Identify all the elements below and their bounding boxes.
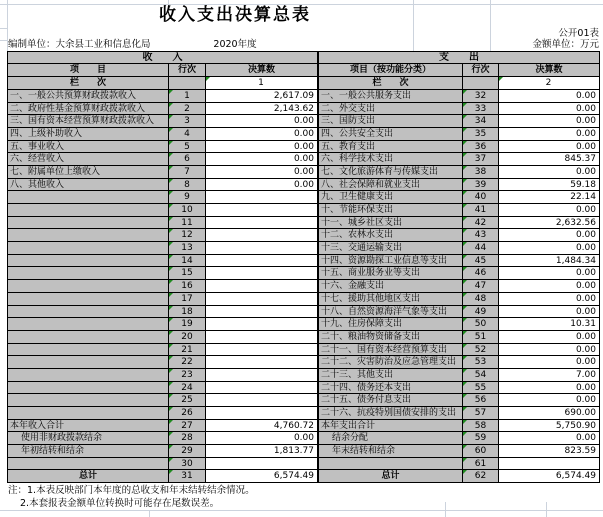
income-value-cell[interactable] bbox=[206, 229, 319, 242]
error-triangle-icon bbox=[463, 90, 467, 94]
income-item-cell[interactable] bbox=[8, 369, 169, 382]
income-item-cell[interactable] bbox=[8, 407, 169, 420]
expense-item-cell[interactable]: 二十一、国有资本经营预算支出 bbox=[319, 344, 463, 357]
error-triangle-icon bbox=[169, 280, 173, 284]
expense-line-cell[interactable]: 40 bbox=[463, 191, 499, 204]
expense-value-cell[interactable] bbox=[499, 458, 600, 471]
expense-line-cell[interactable]: 50 bbox=[463, 318, 499, 331]
error-triangle-icon bbox=[169, 267, 173, 271]
error-triangle-icon bbox=[463, 267, 467, 271]
error-triangle-icon bbox=[169, 115, 173, 119]
expense-value-cell[interactable]: 823.59 bbox=[499, 445, 600, 458]
income-line-cell[interactable]: 5 bbox=[169, 141, 206, 154]
income-line-header[interactable]: 行次 bbox=[169, 64, 206, 77]
expense-item-cell[interactable]: 二十六、抗疫特别国债安排的支出 bbox=[319, 407, 463, 420]
gridline bbox=[149, 510, 150, 517]
income-item-cell[interactable]: 本年收入合计 bbox=[8, 420, 169, 433]
expense-item-cell[interactable]: 六、科学技术支出 bbox=[319, 153, 463, 166]
error-triangle-icon bbox=[463, 280, 467, 284]
expense-line-cell[interactable]: 48 bbox=[463, 293, 499, 306]
income-value-cell[interactable]: 0.00 bbox=[206, 153, 319, 166]
income-line-cell[interactable]: 13 bbox=[169, 242, 206, 255]
expense-item-cell[interactable]: 十、节能环保支出 bbox=[319, 204, 463, 217]
expense-line-cell[interactable]: 61 bbox=[463, 458, 499, 471]
error-triangle-icon bbox=[169, 90, 173, 94]
expense-value-cell[interactable]: 5,750.90 bbox=[499, 420, 600, 433]
income-item-cell[interactable]: 使用非财政拨款结余 bbox=[8, 432, 169, 445]
income-line-cell[interactable]: 7 bbox=[169, 166, 206, 179]
income-line-cell[interactable]: 22 bbox=[169, 356, 206, 369]
expense-line-cell[interactable]: 49 bbox=[463, 306, 499, 319]
income-value-cell[interactable]: 4,760.72 bbox=[206, 420, 319, 433]
income-value-cell[interactable] bbox=[206, 242, 319, 255]
expense-item-cell[interactable]: 总计 bbox=[319, 470, 463, 483]
income-line-cell[interactable]: 29 bbox=[169, 445, 206, 458]
error-triangle-icon bbox=[169, 204, 173, 208]
income-column-number[interactable] bbox=[206, 77, 319, 90]
expense-line-cell[interactable]: 62 bbox=[463, 470, 499, 483]
error-triangle-icon bbox=[169, 242, 173, 246]
expense-item-cell[interactable]: 十六、金融支出 bbox=[319, 280, 463, 293]
error-triangle-icon bbox=[169, 369, 173, 373]
error-triangle-icon bbox=[463, 153, 467, 157]
expense-value-cell[interactable]: 0.00 bbox=[499, 344, 600, 357]
income-value-cell[interactable] bbox=[206, 191, 319, 204]
income-value-cell[interactable] bbox=[206, 407, 319, 420]
expense-line-cell[interactable]: 59 bbox=[463, 432, 499, 445]
income-item-cell[interactable] bbox=[8, 255, 169, 268]
expense-item-cell[interactable]: 二十五、债务付息支出 bbox=[319, 394, 463, 407]
income-value-cell[interactable] bbox=[206, 280, 319, 293]
error-triangle-icon bbox=[169, 331, 173, 335]
column-number-text: 2 bbox=[545, 78, 552, 88]
error-triangle-icon bbox=[463, 255, 467, 259]
expense-value-cell[interactable]: 0.00 bbox=[499, 229, 600, 242]
gridline bbox=[0, 40, 7, 41]
expense-value-cell[interactable]: 59.18 bbox=[499, 179, 600, 192]
expense-value-cell[interactable]: 0.00 bbox=[499, 166, 600, 179]
error-triangle-icon bbox=[463, 331, 467, 335]
table-code: 公开01表 bbox=[558, 28, 599, 39]
income-line-cell[interactable]: 28 bbox=[169, 432, 206, 445]
expense-item-cell[interactable]: 一、一般公共服务支出 bbox=[319, 90, 463, 103]
error-triangle-icon bbox=[169, 293, 173, 297]
income-item-cell[interactable] bbox=[8, 318, 169, 331]
error-triangle-icon bbox=[169, 394, 173, 398]
error-triangle-icon bbox=[169, 407, 173, 411]
gridline bbox=[546, 502, 547, 517]
expense-item-cell[interactable]: 本年支出合计 bbox=[319, 420, 463, 433]
error-triangle-icon bbox=[463, 103, 467, 107]
page-title: 收入支出决算总表 bbox=[159, 5, 311, 25]
expense-item-header[interactable]: 项目（按功能分类） bbox=[319, 64, 463, 77]
error-triangle-icon bbox=[463, 217, 467, 221]
expense-value-cell[interactable]: 690.00 bbox=[499, 407, 600, 420]
expense-line-cell[interactable]: 36 bbox=[463, 141, 499, 154]
amount-unit-label: 金额单位：万元 bbox=[532, 39, 599, 50]
income-line-cell[interactable]: 24 bbox=[169, 382, 206, 395]
error-triangle-icon bbox=[169, 255, 173, 259]
expense-value-cell[interactable]: 845.37 bbox=[499, 153, 600, 166]
income-value-cell[interactable] bbox=[206, 369, 319, 382]
expense-line-cell[interactable]: 42 bbox=[463, 217, 499, 230]
income-item-cell[interactable]: 五、事业收入 bbox=[8, 141, 169, 154]
budget-table bbox=[7, 51, 600, 483]
income-value-cell[interactable] bbox=[206, 458, 319, 471]
error-triangle-icon bbox=[206, 77, 210, 81]
income-item-cell[interactable] bbox=[8, 356, 169, 369]
income-line-cell[interactable]: 4 bbox=[169, 128, 206, 141]
income-line-cell[interactable]: 16 bbox=[169, 280, 206, 293]
expense-column-label[interactable]: 栏 次 bbox=[319, 77, 463, 90]
error-triangle-icon bbox=[463, 179, 467, 183]
error-triangle-icon bbox=[463, 382, 467, 386]
expense-item-cell[interactable]: 年末结转和结余 bbox=[319, 445, 463, 458]
income-column-label[interactable]: 栏 次 bbox=[8, 77, 169, 90]
income-value-cell[interactable] bbox=[206, 293, 319, 306]
income-line-cell[interactable]: 21 bbox=[169, 344, 206, 357]
expense-value-cell[interactable]: 10.31 bbox=[499, 318, 600, 331]
income-value-cell[interactable]: 0.00 bbox=[206, 432, 319, 445]
error-triangle-icon bbox=[463, 394, 467, 398]
gridline bbox=[0, 510, 603, 511]
expense-item-cell[interactable]: 二十、粮油物资储备支出 bbox=[319, 331, 463, 344]
income-value-cell[interactable]: 0.00 bbox=[206, 115, 319, 128]
expense-line-cell[interactable]: 38 bbox=[463, 166, 499, 179]
expense-line-cell[interactable]: 46 bbox=[463, 267, 499, 280]
income-line-cell[interactable]: 10 bbox=[169, 204, 206, 217]
income-line-cell[interactable]: 15 bbox=[169, 267, 206, 280]
income-item-cell[interactable] bbox=[8, 191, 169, 204]
income-value-cell[interactable] bbox=[206, 255, 319, 268]
error-triangle-icon bbox=[169, 217, 173, 221]
error-triangle-icon bbox=[169, 229, 173, 233]
gridline bbox=[445, 502, 446, 517]
expense-line-cell[interactable]: 60 bbox=[463, 445, 499, 458]
income-item-cell[interactable] bbox=[8, 293, 169, 306]
error-triangle-icon bbox=[463, 432, 467, 436]
expense-line-cell[interactable]: 58 bbox=[463, 420, 499, 433]
expense-line-cell[interactable]: 37 bbox=[463, 153, 499, 166]
income-item-cell[interactable] bbox=[8, 382, 169, 395]
income-value-cell[interactable] bbox=[206, 382, 319, 395]
income-item-cell[interactable] bbox=[8, 280, 169, 293]
income-item-header[interactable]: 项 目 bbox=[8, 64, 169, 77]
expense-item-cell[interactable]: 三、国防支出 bbox=[319, 115, 463, 128]
income-value-cell[interactable] bbox=[206, 331, 319, 344]
spacer-cell[interactable] bbox=[169, 77, 206, 90]
error-triangle-icon bbox=[463, 420, 467, 424]
income-line-cell[interactable]: 11 bbox=[169, 217, 206, 230]
fiscal-year-label: 2020年度 bbox=[213, 39, 257, 50]
expense-item-cell[interactable] bbox=[319, 458, 463, 471]
error-triangle-icon bbox=[169, 432, 173, 436]
expense-line-cell[interactable]: 39 bbox=[463, 179, 499, 192]
footnote-1: 注：1.本表反映部门本年度的总收支和年末结转结余情况。 bbox=[8, 485, 255, 496]
expense-value-cell[interactable]: 1,484.34 bbox=[499, 255, 600, 268]
error-triangle-icon bbox=[169, 306, 173, 310]
error-triangle-icon bbox=[463, 242, 467, 246]
error-triangle-icon bbox=[169, 103, 173, 107]
income-item-cell[interactable]: 四、上级补助收入 bbox=[8, 128, 169, 141]
error-triangle-icon bbox=[169, 445, 173, 449]
expense-item-cell[interactable]: 二十二、灾害防治及应急管理支出 bbox=[319, 356, 463, 369]
gridline bbox=[0, 28, 7, 29]
income-line-cell[interactable]: 3 bbox=[169, 115, 206, 128]
expense-item-cell[interactable]: 十五、商业服务业等支出 bbox=[319, 267, 463, 280]
expense-value-cell[interactable]: 0.00 bbox=[499, 103, 600, 116]
error-triangle-icon bbox=[169, 318, 173, 322]
expense-line-cell[interactable]: 45 bbox=[463, 255, 499, 268]
income-section-header[interactable]: 收 入 bbox=[8, 52, 319, 64]
income-value-cell[interactable] bbox=[206, 306, 319, 319]
error-triangle-icon bbox=[499, 77, 503, 81]
error-triangle-icon bbox=[463, 407, 467, 411]
expense-value-cell[interactable]: 0.00 bbox=[499, 141, 600, 154]
income-line-cell[interactable]: 27 bbox=[169, 420, 206, 433]
expense-value-cell[interactable]: 6,574.49 bbox=[499, 470, 600, 483]
error-triangle-icon bbox=[463, 229, 467, 233]
expense-value-cell[interactable]: 0.00 bbox=[499, 280, 600, 293]
error-triangle-icon bbox=[169, 179, 173, 183]
income-item-cell[interactable] bbox=[8, 204, 169, 217]
expense-item-cell[interactable]: 十七、援助其他地区支出 bbox=[319, 293, 463, 306]
gridline bbox=[490, 0, 491, 51]
income-value-cell[interactable] bbox=[206, 356, 319, 369]
expense-value-cell[interactable]: 0.00 bbox=[499, 267, 600, 280]
expense-value-cell[interactable]: 0.00 bbox=[499, 394, 600, 407]
expense-item-cell[interactable]: 八、社会保障和就业支出 bbox=[319, 179, 463, 192]
error-triangle-icon bbox=[169, 166, 173, 170]
expense-item-cell[interactable]: 十九、住房保障支出 bbox=[319, 318, 463, 331]
income-item-cell[interactable] bbox=[8, 458, 169, 471]
income-value-cell[interactable] bbox=[206, 344, 319, 357]
income-line-cell[interactable]: 14 bbox=[169, 255, 206, 268]
expense-item-cell[interactable]: 二十四、债务还本支出 bbox=[319, 382, 463, 395]
error-triangle-icon bbox=[463, 369, 467, 373]
expense-column-number[interactable] bbox=[499, 77, 600, 90]
expense-item-cell[interactable]: 十二、农林水支出 bbox=[319, 229, 463, 242]
expense-line-header[interactable]: 行次 bbox=[463, 64, 499, 77]
income-item-cell[interactable] bbox=[8, 394, 169, 407]
expense-value-cell[interactable]: 2,632.56 bbox=[499, 217, 600, 230]
error-triangle-icon bbox=[169, 382, 173, 386]
income-value-cell[interactable]: 0.00 bbox=[206, 141, 319, 154]
income-line-cell[interactable]: 12 bbox=[169, 229, 206, 242]
error-triangle-icon bbox=[463, 191, 467, 195]
expense-value-cell[interactable]: 0.00 bbox=[499, 90, 600, 103]
expense-line-cell[interactable]: 55 bbox=[463, 382, 499, 395]
income-line-cell[interactable]: 19 bbox=[169, 318, 206, 331]
expense-line-cell[interactable]: 32 bbox=[463, 90, 499, 103]
income-value-cell[interactable] bbox=[206, 267, 319, 280]
expense-line-cell[interactable]: 47 bbox=[463, 280, 499, 293]
expense-amount-header[interactable]: 决算数 bbox=[499, 64, 600, 77]
income-item-cell[interactable]: 三、国有资本经营预算财政拨款收入 bbox=[8, 115, 169, 128]
income-item-cell[interactable]: 二、政府性基金预算财政拨款收入 bbox=[8, 103, 169, 116]
expense-item-cell[interactable]: 十八、自然资源海洋气象等支出 bbox=[319, 306, 463, 319]
error-triangle-icon bbox=[463, 318, 467, 322]
error-triangle-icon bbox=[169, 458, 173, 462]
error-triangle-icon bbox=[463, 458, 467, 462]
column-number-text: 1 bbox=[258, 78, 264, 88]
income-line-cell[interactable]: 2 bbox=[169, 103, 206, 116]
expense-line-cell[interactable]: 56 bbox=[463, 394, 499, 407]
expense-item-cell[interactable]: 二十三、其他支出 bbox=[319, 369, 463, 382]
expense-value-cell[interactable]: 0.00 bbox=[499, 293, 600, 306]
error-triangle-icon bbox=[463, 356, 467, 360]
income-line-cell[interactable]: 17 bbox=[169, 293, 206, 306]
error-triangle-icon bbox=[463, 306, 467, 310]
expense-value-cell[interactable]: 7.00 bbox=[499, 369, 600, 382]
income-value-cell[interactable]: 0.00 bbox=[206, 128, 319, 141]
expense-item-cell[interactable]: 十四、资源勘探工业信息等支出 bbox=[319, 255, 463, 268]
error-triangle-icon bbox=[169, 356, 173, 360]
spacer-cell[interactable] bbox=[463, 77, 499, 90]
expense-value-cell[interactable]: 0.00 bbox=[499, 204, 600, 217]
error-triangle-icon bbox=[169, 128, 173, 132]
error-triangle-icon bbox=[169, 470, 173, 474]
income-item-cell[interactable]: 八、其他收入 bbox=[8, 179, 169, 192]
error-triangle-icon bbox=[169, 344, 173, 348]
income-value-cell[interactable]: 0.00 bbox=[206, 179, 319, 192]
income-value-cell[interactable]: 0.00 bbox=[206, 166, 319, 179]
error-triangle-icon bbox=[169, 191, 173, 195]
expense-line-cell[interactable]: 51 bbox=[463, 331, 499, 344]
income-line-cell[interactable]: 9 bbox=[169, 191, 206, 204]
expense-value-cell[interactable]: 0.00 bbox=[499, 115, 600, 128]
error-triangle-icon bbox=[463, 166, 467, 170]
income-line-cell[interactable]: 6 bbox=[169, 153, 206, 166]
income-item-cell[interactable]: 总计 bbox=[8, 470, 169, 483]
expense-item-cell[interactable]: 十一、城乡社区支出 bbox=[319, 217, 463, 230]
income-item-cell[interactable]: 年初结转和结余 bbox=[8, 445, 169, 458]
error-triangle-icon bbox=[169, 420, 173, 424]
income-value-cell[interactable]: 6,574.49 bbox=[206, 470, 319, 483]
expense-value-cell[interactable]: 0.00 bbox=[499, 432, 600, 445]
income-value-cell[interactable]: 2,617.09 bbox=[206, 90, 319, 103]
income-line-cell[interactable]: 25 bbox=[169, 394, 206, 407]
error-triangle-icon bbox=[463, 128, 467, 132]
expense-item-cell[interactable]: 二、外交支出 bbox=[319, 103, 463, 116]
error-triangle-icon bbox=[463, 115, 467, 119]
expense-line-cell[interactable]: 33 bbox=[463, 103, 499, 116]
error-triangle-icon bbox=[463, 344, 467, 348]
income-line-cell[interactable]: 30 bbox=[169, 458, 206, 471]
expense-item-cell[interactable]: 四、公共安全支出 bbox=[319, 128, 463, 141]
prepared-by-label: 编制单位：大余县工业和信息化局 bbox=[8, 39, 151, 50]
income-line-cell[interactable]: 1 bbox=[169, 90, 206, 103]
income-value-cell[interactable] bbox=[206, 318, 319, 331]
expense-item-cell[interactable]: 五、教育支出 bbox=[319, 141, 463, 154]
footnote-2: 2.本套报表金额单位转换时可能存在尾数误差。 bbox=[20, 498, 220, 509]
income-item-cell[interactable] bbox=[8, 306, 169, 319]
error-triangle-icon bbox=[463, 141, 467, 145]
income-line-cell[interactable]: 20 bbox=[169, 331, 206, 344]
income-line-cell[interactable]: 8 bbox=[169, 179, 206, 192]
expense-value-cell[interactable]: 0.00 bbox=[499, 356, 600, 369]
income-value-cell[interactable] bbox=[206, 204, 319, 217]
expense-value-cell[interactable]: 0.00 bbox=[499, 128, 600, 141]
expense-line-cell[interactable]: 54 bbox=[463, 369, 499, 382]
income-value-cell[interactable] bbox=[206, 217, 319, 230]
expense-line-cell[interactable]: 53 bbox=[463, 356, 499, 369]
income-item-cell[interactable] bbox=[8, 267, 169, 280]
expense-line-cell[interactable]: 34 bbox=[463, 115, 499, 128]
expense-section-header[interactable]: 支 出 bbox=[319, 52, 600, 64]
expense-value-cell[interactable]: 22.14 bbox=[499, 191, 600, 204]
error-triangle-icon bbox=[169, 141, 173, 145]
expense-value-cell[interactable]: 0.00 bbox=[499, 331, 600, 344]
income-item-cell[interactable]: 六、经营收入 bbox=[8, 153, 169, 166]
error-triangle-icon bbox=[169, 153, 173, 157]
income-line-cell[interactable]: 23 bbox=[169, 369, 206, 382]
income-item-cell[interactable]: 一、一般公共预算财政拨款收入 bbox=[8, 90, 169, 103]
income-value-cell[interactable]: 2,143.62 bbox=[206, 103, 319, 116]
income-item-cell[interactable]: 七、附属单位上缴收入 bbox=[8, 166, 169, 179]
expense-item-cell[interactable]: 九、卫生健康支出 bbox=[319, 191, 463, 204]
income-item-cell[interactable] bbox=[8, 217, 169, 230]
income-item-cell[interactable] bbox=[8, 242, 169, 255]
expense-line-cell[interactable]: 52 bbox=[463, 344, 499, 357]
income-value-cell[interactable] bbox=[206, 394, 319, 407]
expense-line-cell[interactable]: 57 bbox=[463, 407, 499, 420]
income-item-cell[interactable] bbox=[8, 344, 169, 357]
expense-line-cell[interactable]: 41 bbox=[463, 204, 499, 217]
expense-line-cell[interactable]: 43 bbox=[463, 229, 499, 242]
error-triangle-icon bbox=[463, 293, 467, 297]
error-triangle-icon bbox=[463, 470, 467, 474]
income-item-cell[interactable] bbox=[8, 229, 169, 242]
expense-value-cell[interactable]: 0.00 bbox=[499, 306, 600, 319]
error-triangle-icon bbox=[463, 445, 467, 449]
income-value-cell[interactable]: 1,813.77 bbox=[206, 445, 319, 458]
error-triangle-icon bbox=[463, 204, 467, 208]
income-amount-header[interactable]: 决算数 bbox=[206, 64, 319, 77]
income-line-cell[interactable]: 31 bbox=[169, 470, 206, 483]
expense-item-cell[interactable]: 七、文化旅游体育与传媒支出 bbox=[319, 166, 463, 179]
income-line-cell[interactable]: 18 bbox=[169, 306, 206, 319]
expense-item-cell[interactable]: 十三、交通运输支出 bbox=[319, 242, 463, 255]
expense-value-cell[interactable]: 0.00 bbox=[499, 242, 600, 255]
income-item-cell[interactable] bbox=[8, 331, 169, 344]
expense-item-cell[interactable]: 结余分配 bbox=[319, 432, 463, 445]
expense-line-cell[interactable]: 44 bbox=[463, 242, 499, 255]
expense-value-cell[interactable]: 0.00 bbox=[499, 382, 600, 395]
expense-line-cell[interactable]: 35 bbox=[463, 128, 499, 141]
income-line-cell[interactable]: 26 bbox=[169, 407, 206, 420]
